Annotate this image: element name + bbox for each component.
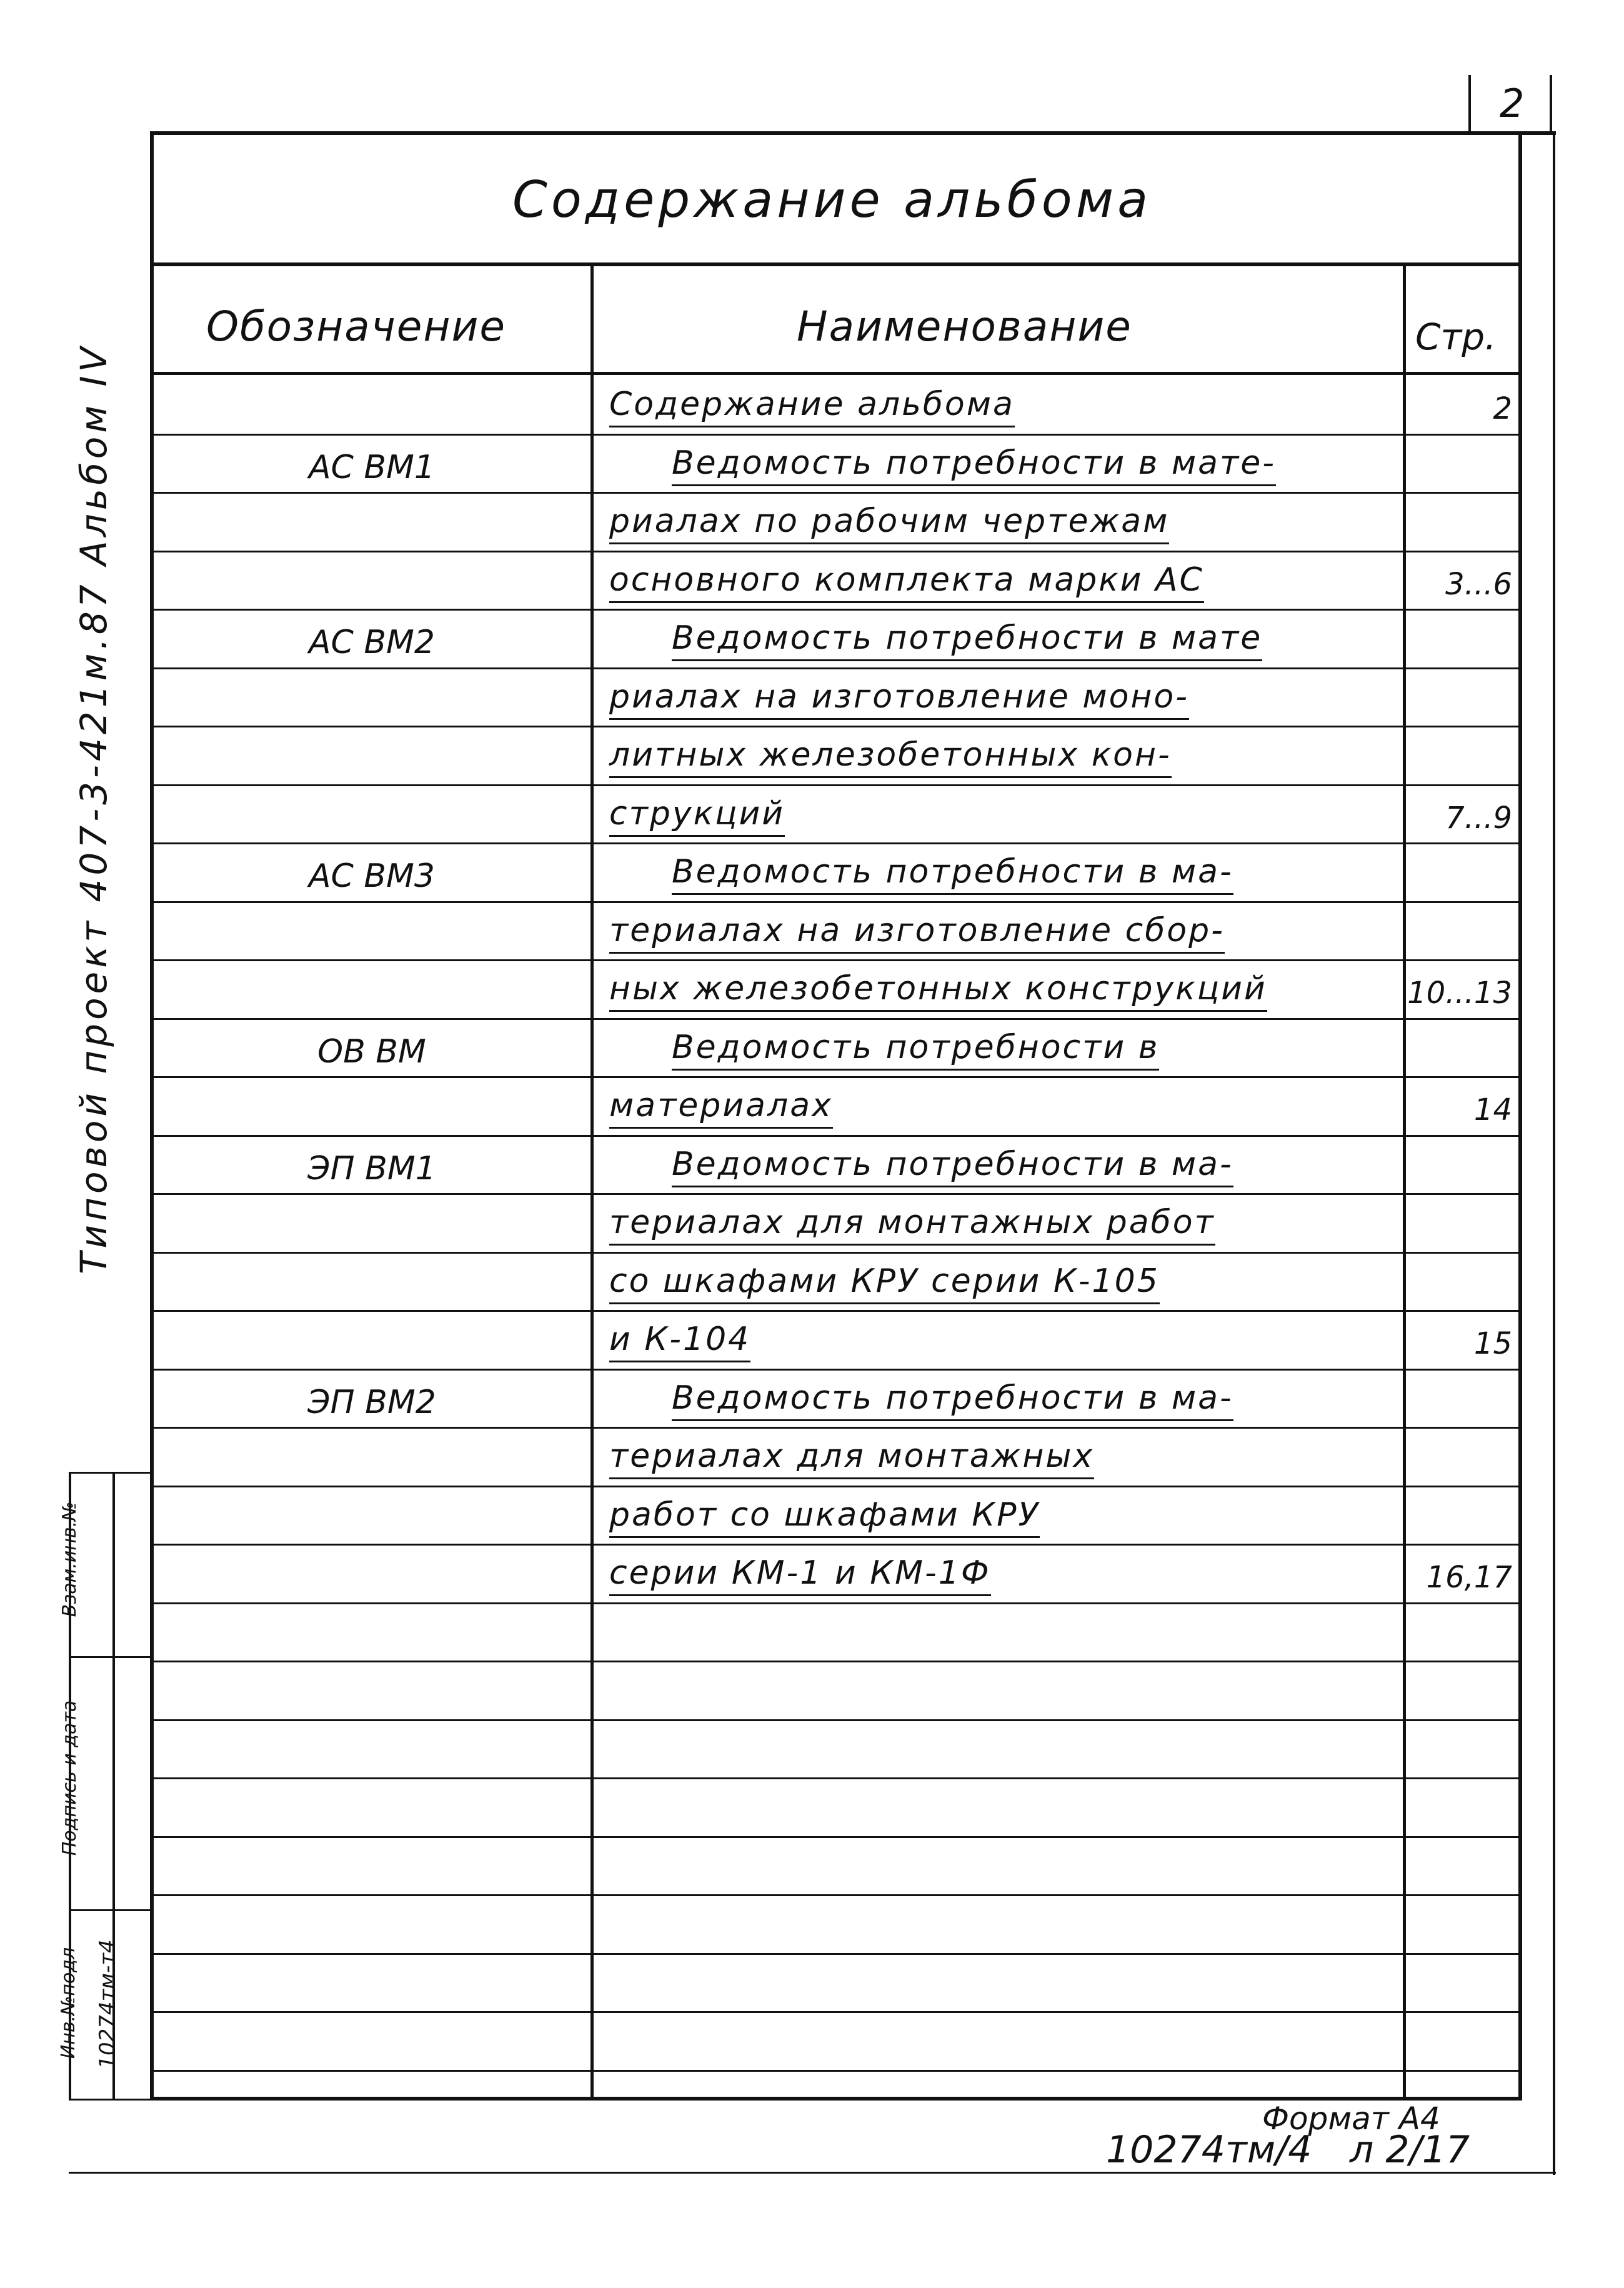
row-designation [156,966,587,1012]
album-title: Содержание альбома [512,171,1152,229]
row-page [1409,1433,1512,1478]
row-designation: ЭП ВМ2 [307,1383,436,1421]
column-divider-2 [1403,262,1406,2100]
row-rule [150,1602,1522,1604]
header-designation: Обозначение [206,302,506,351]
stamp-sep-2 [69,1909,152,1911]
stamp-inv-orig-value: 10274тм-т4 [95,1939,120,2069]
row-rule [150,1486,1522,1487]
row-rule [150,1310,1522,1312]
row-page: 14 [1473,1092,1512,1127]
row-rule [150,901,1522,903]
side-project-label: Типовой проект 407-3-421м.87 Альбом IV [72,343,115,1274]
footer-code: 10274тм/4 [1106,2128,1312,2172]
row-name: работ со шкафами КРУ [609,1491,1397,1538]
row-rule [150,1018,1522,1020]
row-rule [150,1076,1522,1078]
row-designation [156,1316,587,1362]
row-page: 10...13 [1407,975,1512,1011]
row-rule [150,667,1522,669]
footer-format: Формат А4 [1262,2101,1440,2137]
row-rule [150,1193,1522,1195]
row-page: 2 [1493,391,1512,426]
row-rule [150,1836,1522,1838]
row-designation [156,1082,587,1129]
row-designation [156,1258,587,1304]
row-name: основного комплекта марки АС [609,556,1397,603]
row-page [1409,615,1512,660]
header-name: Наименование [797,302,1132,351]
row-designation: АС ВМ3 [308,857,436,895]
row-rule [150,551,1522,552]
row-name: струкций [609,789,1397,837]
page-number-box-right-border [1550,75,1552,134]
row-name: Ведомость потребности в ма- [672,847,1397,895]
row-page [1409,674,1512,719]
row-page [1409,1258,1512,1303]
row-name: риалах по рабочим чертежам [609,497,1397,544]
row-page [1409,1199,1512,1244]
header-page: Стр. [1415,316,1497,358]
column-divider-1 [590,262,594,2100]
row-rule [150,1777,1522,1779]
row-page [1409,907,1512,952]
stamp-sep-1 [69,1656,152,1658]
row-name: материалах [609,1081,1397,1129]
row-designation [156,1199,587,1246]
row-page: 15 [1473,1326,1512,1361]
row-page [1409,1141,1512,1186]
row-page [1409,440,1512,485]
row-designation [156,557,587,603]
row-rule [150,959,1522,961]
row-rule [150,492,1522,494]
row-designation [156,674,587,720]
row-page [1409,849,1512,894]
row-name: и К-104 [609,1315,1397,1362]
row-designation [156,498,587,544]
stamp-sign-date: Подпись и дата [59,1700,81,1856]
frame-left [150,131,154,2100]
row-name: Ведомость потребности в ма- [672,1374,1397,1421]
stamp-replace-inv: Взам.инв.№ [59,1501,81,1617]
row-designation [156,791,587,837]
row-rule [150,1427,1522,1429]
row-designation [156,732,587,778]
stamp-inv-orig: Инв.№подл [57,1947,79,2059]
row-designation [156,1550,587,1596]
row-rule [150,609,1522,611]
title-separator [150,262,1522,266]
page-bottom-rule [69,2172,1556,2174]
row-designation: АС ВМ2 [308,623,436,661]
row-name: Ведомость потребности в ма- [672,1140,1397,1187]
row-page [1409,732,1512,777]
row-page: 16,17 [1426,1559,1512,1595]
page-number: 2 [1500,81,1525,126]
page-number-box-left-border [1468,75,1471,134]
row-page [1409,498,1512,543]
row-designation [156,381,587,427]
row-page: 7...9 [1445,800,1512,836]
row-designation: ЭП ВМ1 [307,1149,436,1187]
row-name: ных железобетонных конструкций [609,964,1397,1012]
footer-sheet: л 2/17 [1350,2128,1470,2172]
row-rule [150,784,1522,786]
row-designation: ОВ ВМ [317,1032,426,1071]
row-rule [150,1252,1522,1254]
row-designation [156,907,587,954]
row-name: териалах для монтажных [609,1432,1397,1479]
row-name: Ведомость потребности в мате- [672,439,1397,486]
row-page: 3...6 [1445,566,1512,602]
frame-top [150,131,1556,135]
row-name: териалах на изготовление сбор- [609,906,1397,954]
stamp-top [69,1472,152,1474]
row-rule [150,1719,1522,1721]
row-rule [150,1894,1522,1896]
header-separator [150,372,1522,375]
row-rule [150,2011,1522,2013]
row-rule [150,1544,1522,1546]
row-rule [150,1135,1522,1137]
row-rule [150,1953,1522,1955]
row-name: со шкафами КРУ серии К-105 [609,1257,1397,1304]
row-name: риалах на изготовление моно- [609,672,1397,720]
row-designation [156,1492,587,1538]
frame-outer-right [1553,131,1555,2175]
row-name: литных железобетонных кон- [609,731,1397,778]
row-designation: АС ВМ1 [308,448,436,486]
row-page [1409,1375,1512,1420]
row-page [1409,1024,1512,1069]
row-page [1409,1492,1512,1537]
row-name: Ведомость потребности в мате [672,614,1397,661]
row-name: Ведомость потребности в [672,1023,1397,1071]
row-name: серии КМ-1 и КМ-1Ф [609,1549,1397,1596]
row-rule [150,2070,1522,2072]
row-rule [150,726,1522,727]
row-rule [150,1661,1522,1662]
row-name: Содержание альбома [609,380,1397,427]
row-rule [150,842,1522,844]
row-name: териалах для монтажных работ [609,1198,1397,1246]
row-rule [150,1369,1522,1371]
row-designation [156,1433,587,1479]
frame-right [1518,131,1522,2100]
stamp-bottom [69,2099,152,2101]
row-rule [150,434,1522,436]
